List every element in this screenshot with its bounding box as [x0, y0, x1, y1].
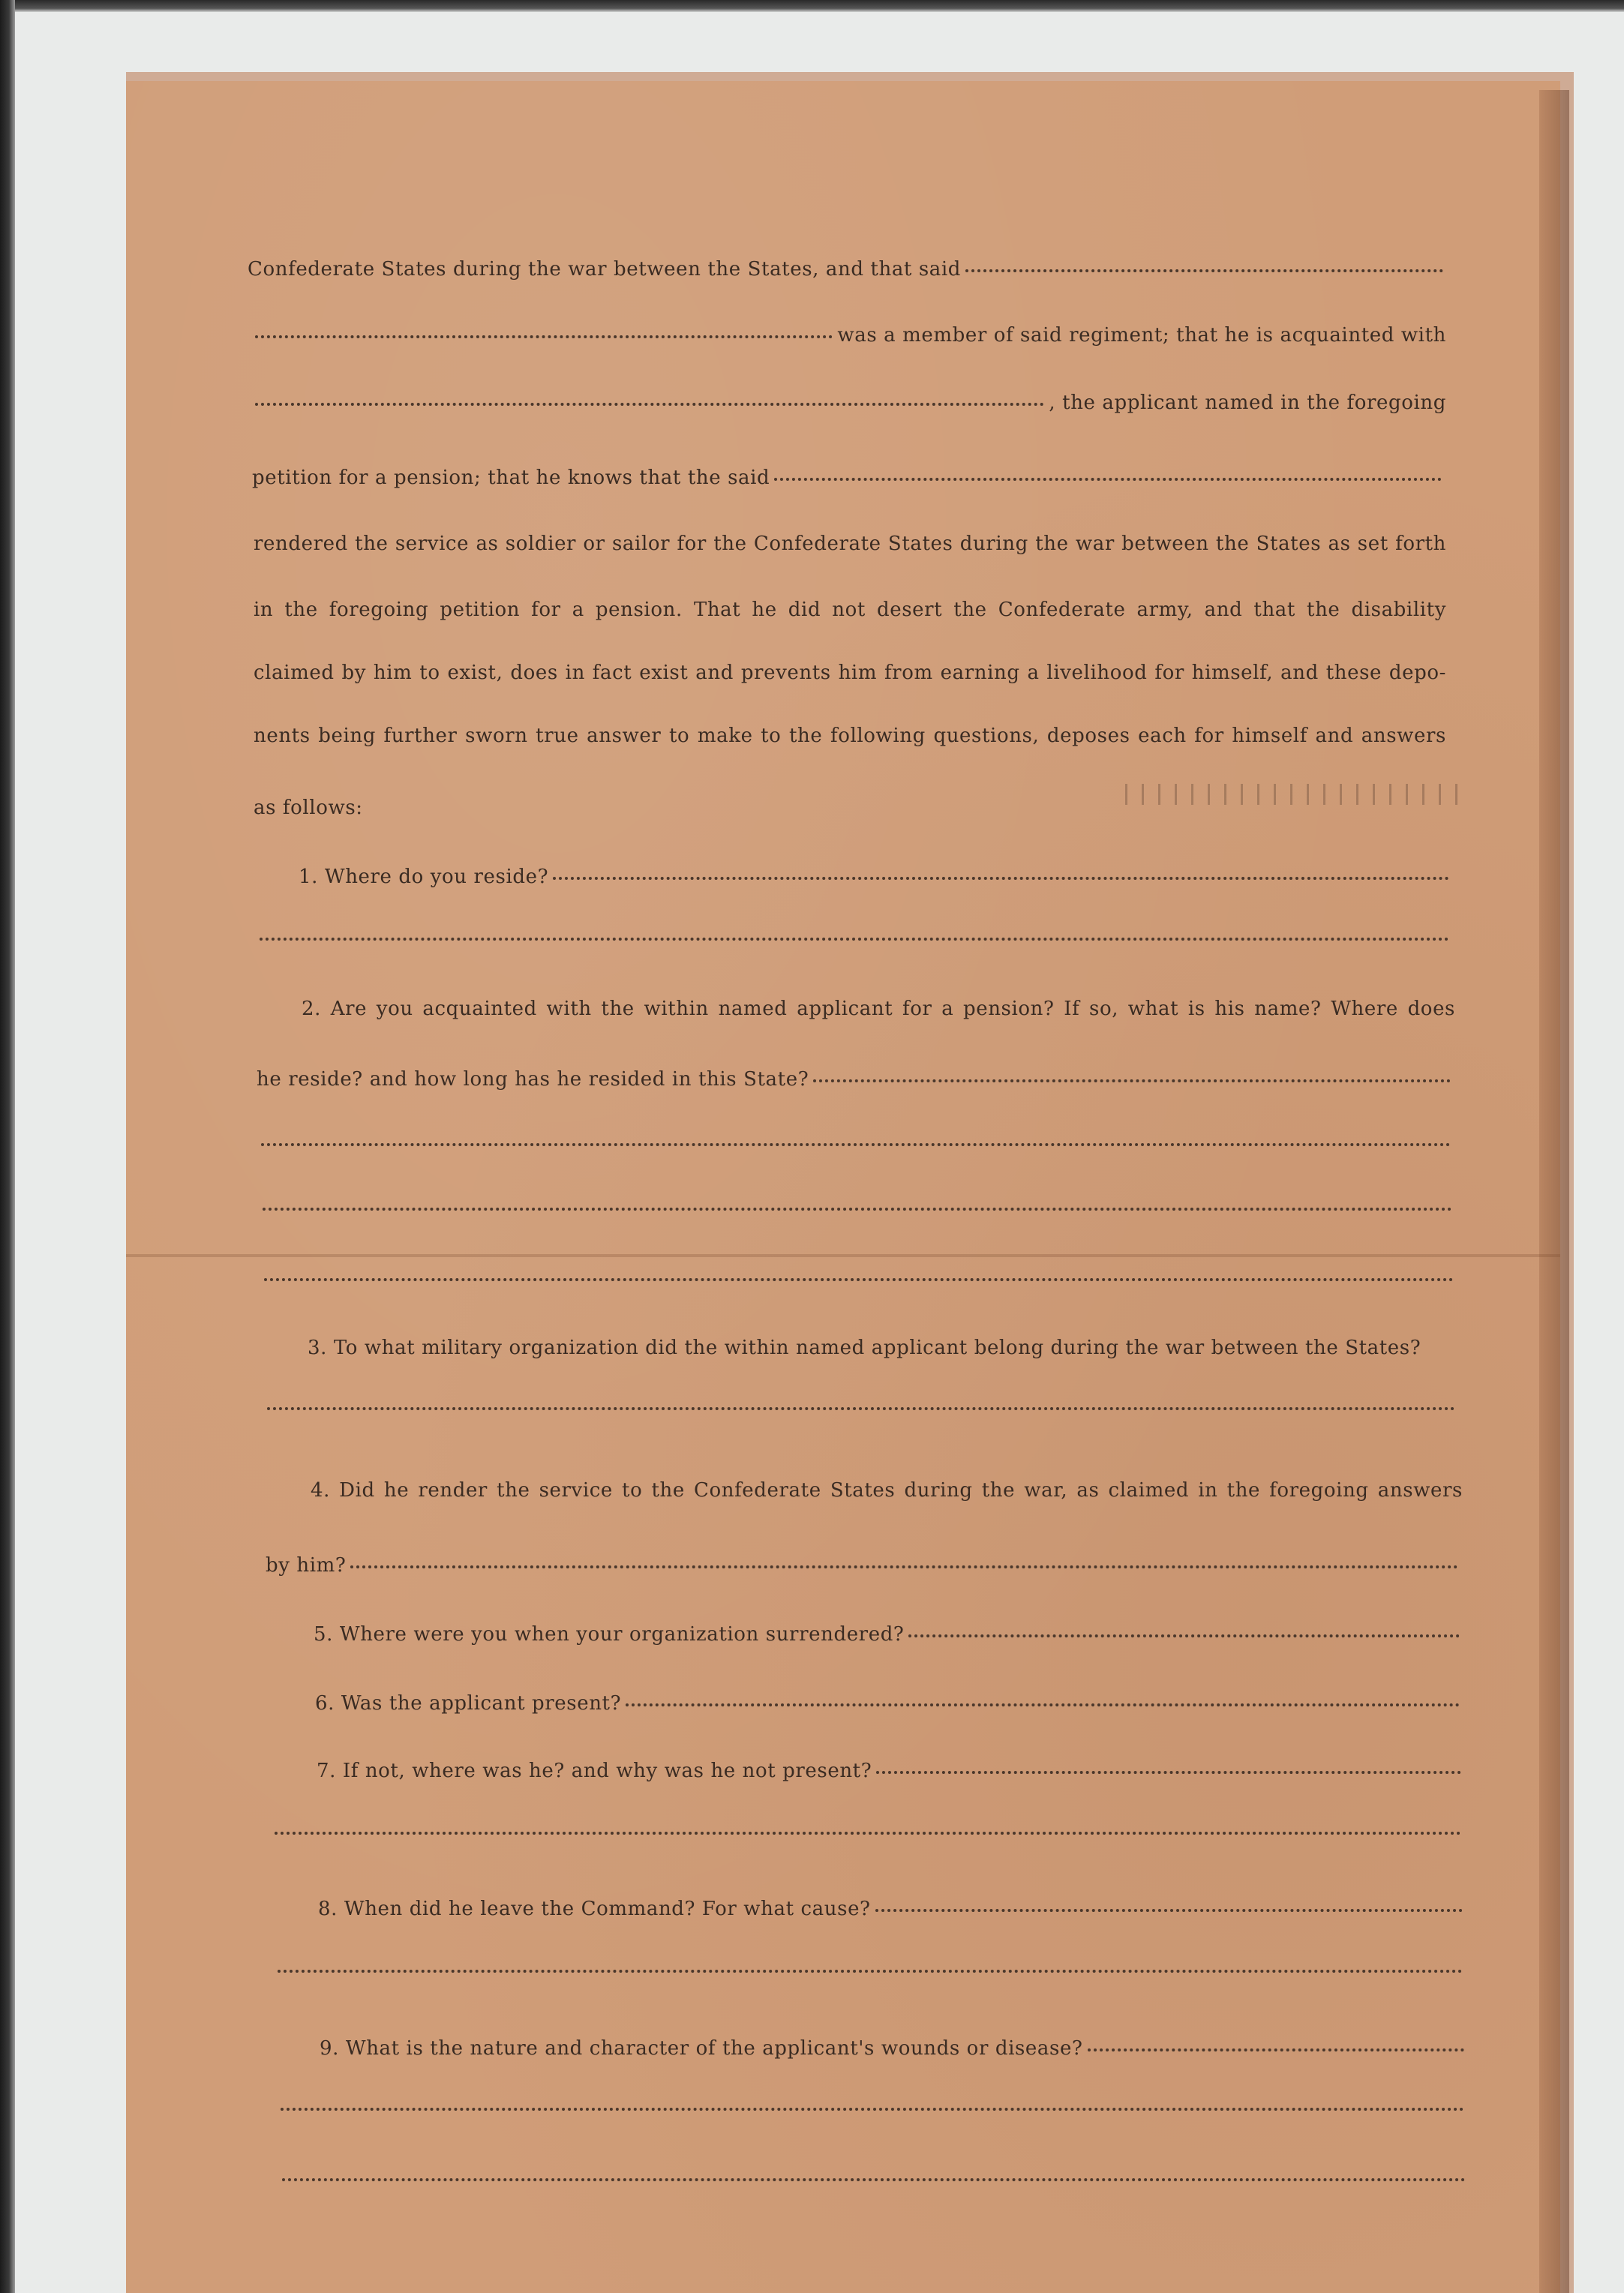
question-3 [308, 1337, 1463, 1359]
form-text: nents being further sworn true answer to make to the following questions, deposes each for himself and answers [254, 725, 1446, 747]
answer-field[interactable] [875, 1909, 1463, 1912]
form-line-1 [248, 258, 1448, 281]
form-text: rendered the service as soldier or sailor for the Confederate States during the war between the States as set forth [254, 533, 1446, 555]
form-text: as follows: [254, 797, 363, 819]
form-text: Confederate States during the war between the States, and that said [248, 258, 962, 281]
answer-line [270, 1835, 1466, 1838]
answer-field[interactable] [876, 1771, 1461, 1774]
form-line-5 [254, 533, 1446, 555]
faded-stamp [1125, 784, 1470, 805]
question-8 [318, 1898, 1467, 1920]
question-2 [302, 998, 1455, 1020]
blank-field[interactable] [255, 403, 1044, 406]
question-6 [315, 1692, 1464, 1715]
answer-field[interactable] [260, 938, 1449, 941]
answer-line [255, 941, 1454, 944]
question-4-cont [266, 1554, 1463, 1577]
blank-field[interactable] [965, 269, 1443, 272]
answer-field[interactable] [1088, 2048, 1465, 2051]
question-text: 3. To what military organization did the within named applicant belong during the war between the States? [308, 1337, 1421, 1359]
form-line-6 [254, 599, 1446, 621]
form-line-8 [254, 725, 1446, 747]
answer-field[interactable] [263, 1208, 1452, 1211]
question-text: 9. What is the nature and character of the applicant's wounds or disease? [320, 2037, 1083, 2060]
answer-field[interactable] [275, 1832, 1461, 1835]
answer-field[interactable] [261, 1143, 1451, 1146]
form-text: , the applicant named in the foregoing [1049, 392, 1446, 414]
form-line-2 [251, 324, 1446, 347]
question-text: 7. If not, where was he? and why was he not present? [317, 1760, 872, 1782]
question-text: 5. Where were you when your organization surrendered? [314, 1623, 905, 1646]
answer-field[interactable] [264, 1278, 1454, 1281]
question-text: by him? [266, 1554, 347, 1577]
answer-field[interactable] [626, 1703, 1460, 1706]
question-text: he reside? and how long has he resided in this State? [257, 1068, 809, 1091]
question-text: 2. Are you acquainted with the within named applicant for a pension? If so, what is his name? Where does [302, 998, 1455, 1020]
answer-line [263, 1410, 1460, 1413]
form-text: claimed by him to exist, does in fact exist and prevents him from earning a livelihood for himself, and these depo- [254, 662, 1446, 684]
question-text: 1. Where do you reside? [299, 866, 549, 888]
blank-field[interactable] [774, 478, 1442, 481]
answer-line [276, 2111, 1469, 2114]
question-1 [299, 866, 1454, 888]
form-line-4 [252, 467, 1446, 489]
blank-field[interactable] [255, 335, 833, 338]
answer-line [278, 2181, 1470, 2184]
question-7 [317, 1760, 1466, 1782]
question-text: 8. When did he leave the Command? For what cause? [318, 1898, 871, 1920]
question-text: 4. Did he render the service to the Confederate States during the war, as claimed in the foregoing answers [311, 1479, 1463, 1502]
answer-field[interactable] [267, 1407, 1455, 1410]
answer-line [258, 1211, 1457, 1214]
answer-field[interactable] [813, 1079, 1451, 1082]
form-line-9 [254, 797, 704, 819]
answer-line [257, 1146, 1455, 1149]
form-line-7 [254, 662, 1446, 684]
form-line-3 [251, 392, 1446, 414]
answer-field[interactable] [281, 2108, 1464, 2111]
answer-line [260, 1281, 1458, 1284]
question-text: 6. Was the applicant present? [315, 1692, 622, 1715]
answer-field[interactable] [282, 2178, 1466, 2181]
answer-line [273, 1973, 1467, 1976]
answer-field[interactable] [278, 1970, 1463, 1973]
scanner-edge-top [0, 0, 1624, 12]
paper-edge [1539, 90, 1569, 2293]
form-text: in the foregoing petition for a pension. That he did not desert the Confederate army, and that the disability [254, 599, 1446, 621]
form-text: petition for a pension; that he knows that the said [252, 467, 770, 489]
answer-field[interactable] [553, 877, 1449, 880]
answer-field[interactable] [350, 1565, 1458, 1568]
question-5 [314, 1623, 1464, 1646]
scanner-edge-left [0, 0, 15, 2293]
question-2-cont [257, 1068, 1455, 1091]
answer-field[interactable] [908, 1634, 1460, 1637]
question-9 [320, 2037, 1469, 2060]
form-text: was a member of said regiment; that he is acquainted with [837, 324, 1446, 347]
paper-fold [126, 1254, 1560, 1257]
question-4 [311, 1479, 1463, 1502]
